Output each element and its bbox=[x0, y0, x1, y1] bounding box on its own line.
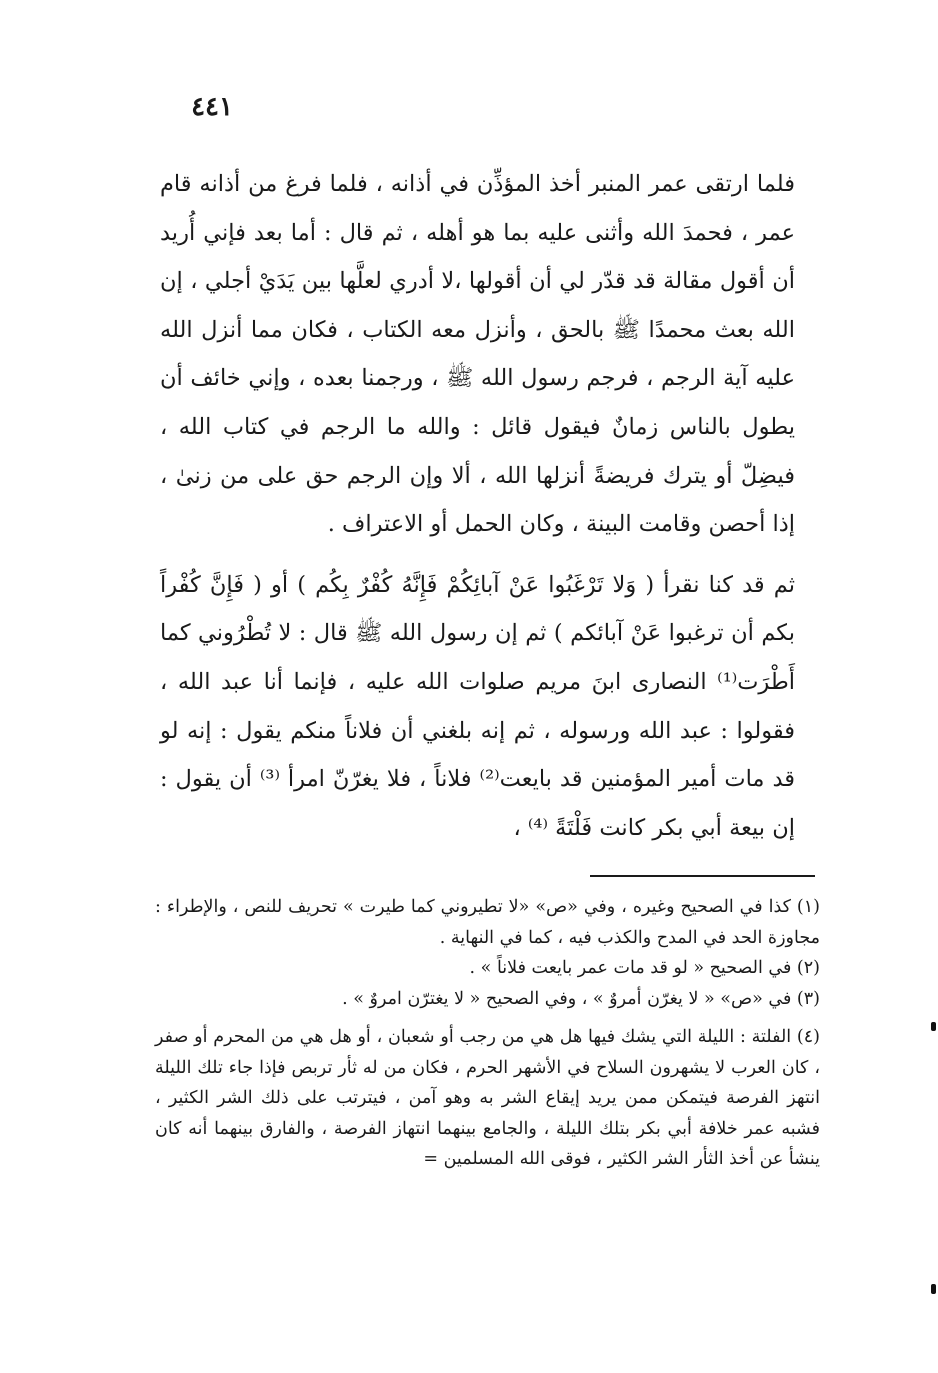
main-text bbox=[160, 160, 795, 852]
footnote-3: (٣) في «ص» « لا يغرّن أمروٌ » ، وفي الصحيح « لا يغترّن امروٌ » . bbox=[342, 988, 820, 1009]
footnote-1: (١) كذا في الصحيح وغيره ، وفي «ص» «لا تطيروني كما طيرت » تحريف للنص ، والإطراء : مجاوزة الحد في المدح والكذب فيه ، كما في النهاية . bbox=[155, 897, 820, 948]
footnote-2: (٢) في الصحيح « لو قد مات عمر بايعت فلاناً » . bbox=[469, 958, 820, 978]
footnotes bbox=[155, 892, 820, 1175]
footnote-4: (٤) الفلتة : الليلة التي يشك فيها هل هي من رجب أو شعبان ، أو هل هي من المحرم أو صفر ، كان العرب لا يشهرون السلاح في الأشهر الحرم ، فكان من له ثأر تربص فإذا جاء تلك الليلة انتهز الفرصة فيتمكن ممن يريد إيقاع الشر به وهو آمن ، فيترتب على ذلك الشر الكثير ، فشبه عمر خلافة أبي بكر بتلك الليلة ، والجامع بينهما انتهاز الفرصة ، والفارق بينهما أنه كان ينشأ عن أخذ الثأر الشر الكثير ، فوقى الله المسلمين = bbox=[155, 1027, 820, 1169]
scan-speck bbox=[931, 1022, 936, 1031]
body-paragraph: ثم قد كنا نقرأ ( وَلا تَرْغَبُوا عَنْ آبائِكُمْ فَإِنَّهُ كُفْرٌ بِكُم ) أو ( فَإِنَّ كُفْراً بكم أن ترغبوا عَنْ آبائكم ) ثم إن رسول الله ﷺ قال : لا تُطْرُوني كما أَطْرَت⁽¹⁾ النصارى ابنَ مريم صلوات الله عليه ، فإنما أنا عبد الله ، فقولوا : عبد الله ورسوله ، ثم إنه بلغني أن فلاناً منكم يقول : إنه لو قد مات أمير المؤمنين قد بايعت⁽²⁾ فلاناً ، فلا يغرّنّ امرأ ⁽³⁾ أن يقول : إن بيعة أبي بكر كانت فَلْتَةً ⁽⁴⁾ ، bbox=[160, 571, 796, 841]
page-number: ٤٤١ bbox=[191, 92, 233, 122]
footnote-separator bbox=[590, 875, 815, 877]
body-paragraph: فلما ارتقى عمر المنبر أخذ المؤذِّن في أذانه ، فلما فرغ من أذانه قام عمر ، فحمدَ الله وأثنى عليه بما هو أهله ، ثم قال : أما بعد فإني أُريد أن أقول مقالة قد قدّر لي أن أقولها ،لا أدري لعلَّها بين يَدَيْ أجلي ، إن الله بعث محمدًا ﷺ بالحق ، وأنزل معه الكتاب ، فكان مما أنزل الله عليه آية الرجم ، فرجم رسول الله ﷺ ، ورجمنا بعده ، وإني خائف أن يطول بالناس زمانٌ فيقول قائل : والله ما الرجم في كتاب الله ، فيضِلّ أو يترك فريضةً أنزلها الله ، ألا وإن الرجم حق على من زنىٰ ، إذا أحصن وقامت البينة ، وكان الحمل أو الاعتراف . bbox=[160, 171, 795, 538]
scan-speck bbox=[931, 1284, 936, 1294]
